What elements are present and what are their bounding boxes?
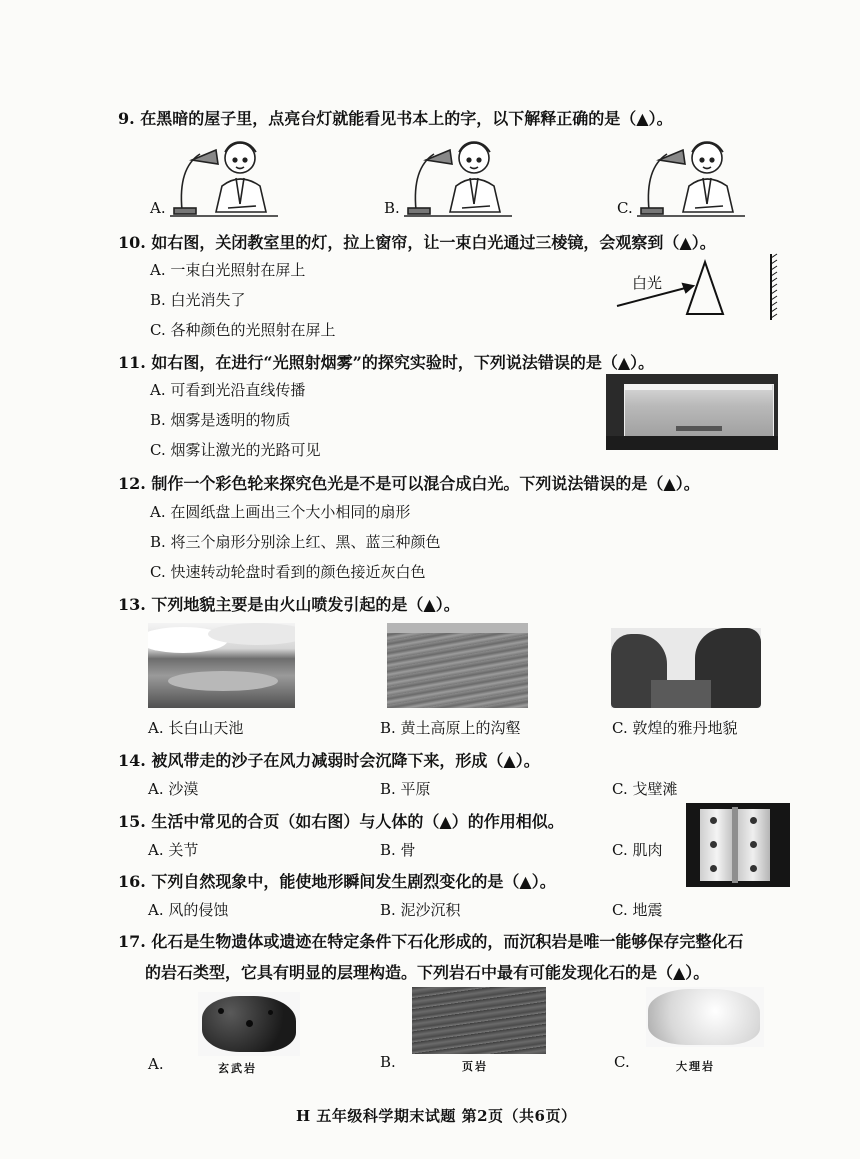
- question-17: [118, 929, 743, 952]
- prism-diagram: [615, 250, 785, 324]
- lamp-reading-illustration-b: [404, 128, 514, 218]
- tianchi-lake-photo: [148, 623, 295, 708]
- question-13-option-c: C. 敦煌的雅丹地貌: [612, 719, 738, 737]
- question-11: [118, 350, 654, 373]
- white-light-label: 白光: [632, 274, 663, 292]
- question-15-number: 15.: [118, 812, 146, 831]
- question-9-option-c: C.: [617, 199, 633, 217]
- smoke-box-photo: [606, 374, 778, 450]
- lamp-reading-illustration-c: [637, 128, 747, 218]
- marble-caption: 大理岩: [676, 1060, 715, 1073]
- marble-photo: [646, 987, 764, 1047]
- question-9-option-a: A.: [150, 199, 166, 217]
- question-12-number: 12.: [118, 474, 146, 493]
- question-14-number: 14.: [118, 751, 146, 770]
- question-16: [118, 869, 556, 892]
- question-14-option-b: B. 平原: [380, 780, 431, 798]
- question-13-option-a: A. 长白山天池: [148, 719, 244, 737]
- question-17-option-a: A.: [148, 1055, 164, 1073]
- question-17-text-line1: 化石是生物遗体或遗迹在特定条件下石化形成的，而沉积岩是唯一能够保存完整化石: [151, 932, 744, 951]
- question-16-number: 16.: [118, 872, 146, 891]
- question-16-text: 下列自然现象中，能使地形瞬间发生剧烈变化的是（▲）。: [151, 872, 556, 891]
- question-10-text: 如右图，关闭教室里的灯，拉上窗帘，让一束白光通过三棱镜，会观察到（▲）。: [151, 233, 716, 252]
- question-9-number: 9.: [118, 109, 135, 128]
- question-15-option-c: C. 肌肉: [612, 841, 663, 859]
- page-footer: H 五年级科学期末试题 第2页（共6页）: [296, 1107, 577, 1125]
- question-12: [118, 471, 700, 494]
- question-16-option-a: A. 风的侵蚀: [148, 901, 229, 919]
- question-9-option-b: B.: [384, 199, 400, 217]
- question-15: [118, 809, 564, 832]
- question-14-option-c: C. 戈壁滩: [612, 780, 678, 798]
- prism-triangle: [687, 262, 723, 314]
- question-13-option-b: B. 黄土高原上的沟壑: [380, 719, 521, 737]
- question-16-option-c: C. 地震: [612, 901, 663, 919]
- question-12-text: 制作一个彩色轮来探究色光是不是可以混合成白光。下列说法错误的是（▲）。: [151, 474, 700, 493]
- question-17-option-b: B.: [380, 1053, 396, 1071]
- question-15-text: 生活中常见的合页（如右图）与人体的（▲）的作用相似。: [151, 812, 564, 831]
- question-11-text: 如右图，在进行“光照射烟雾”的探究实验时，下列说法错误的是（▲）。: [151, 353, 655, 372]
- question-13-number: 13.: [118, 595, 146, 614]
- beam-arrow: [683, 284, 693, 292]
- question-12-option-b: B. 将三个扇形分别涂上红、黑、蓝三种颜色: [150, 533, 441, 551]
- basalt-caption: 玄武岩: [218, 1062, 257, 1075]
- shale-photo: [412, 987, 546, 1054]
- question-11-option-c: C. 烟雾让激光的光路可见: [150, 441, 321, 459]
- question-17-number: 17.: [118, 932, 146, 951]
- question-17-text-line2: 的岩石类型，它具有明显的层理构造。下列岩石中最有可能发现化石的是（▲）。: [145, 963, 710, 982]
- question-9: [118, 106, 673, 129]
- question-14-option-a: A. 沙漠: [148, 780, 199, 798]
- loess-plateau-photo: [387, 623, 528, 708]
- question-17-option-c: C.: [614, 1053, 630, 1071]
- basalt-photo: [198, 992, 300, 1056]
- question-14-text: 被风带走的沙子在风力减弱时会沉降下来，形成（▲）。: [151, 751, 540, 770]
- question-12-option-c: C. 快速转动轮盘时看到的颜色接近灰白色: [150, 563, 426, 581]
- question-15-option-a: A. 关节: [148, 841, 199, 859]
- question-11-option-a: A. 可看到光沿直线传播: [150, 381, 306, 399]
- question-16-option-b: B. 泥沙沉积: [380, 901, 461, 919]
- lamp-reading-illustration-a: [170, 128, 280, 218]
- question-13-text: 下列地貌主要是由火山喷发引起的是（▲）。: [151, 595, 460, 614]
- question-12-option-a: A. 在圆纸盘上画出三个大小相同的扇形: [150, 503, 411, 521]
- question-13: [118, 592, 460, 615]
- yardang-landform-photo: [611, 628, 761, 708]
- question-11-option-b: B. 烟雾是透明的物质: [150, 411, 291, 429]
- hinge-photo: [686, 803, 790, 887]
- question-10-option-c: C. 各种颜色的光照射在屏上: [150, 321, 336, 339]
- question-15-option-b: B. 骨: [380, 841, 416, 859]
- question-10-option-b: B. 白光消失了: [150, 291, 246, 309]
- shale-caption: 页岩: [462, 1060, 488, 1073]
- question-9-text: 在黑暗的屋子里，点亮台灯就能看见书本上的字，以下解释正确的是（▲）。: [140, 109, 673, 128]
- question-10-number: 10.: [118, 233, 146, 252]
- question-11-number: 11.: [118, 353, 146, 372]
- question-10-option-a: A. 一束白光照射在屏上: [150, 261, 306, 279]
- light-beam: [617, 286, 693, 306]
- question-14: [118, 748, 540, 771]
